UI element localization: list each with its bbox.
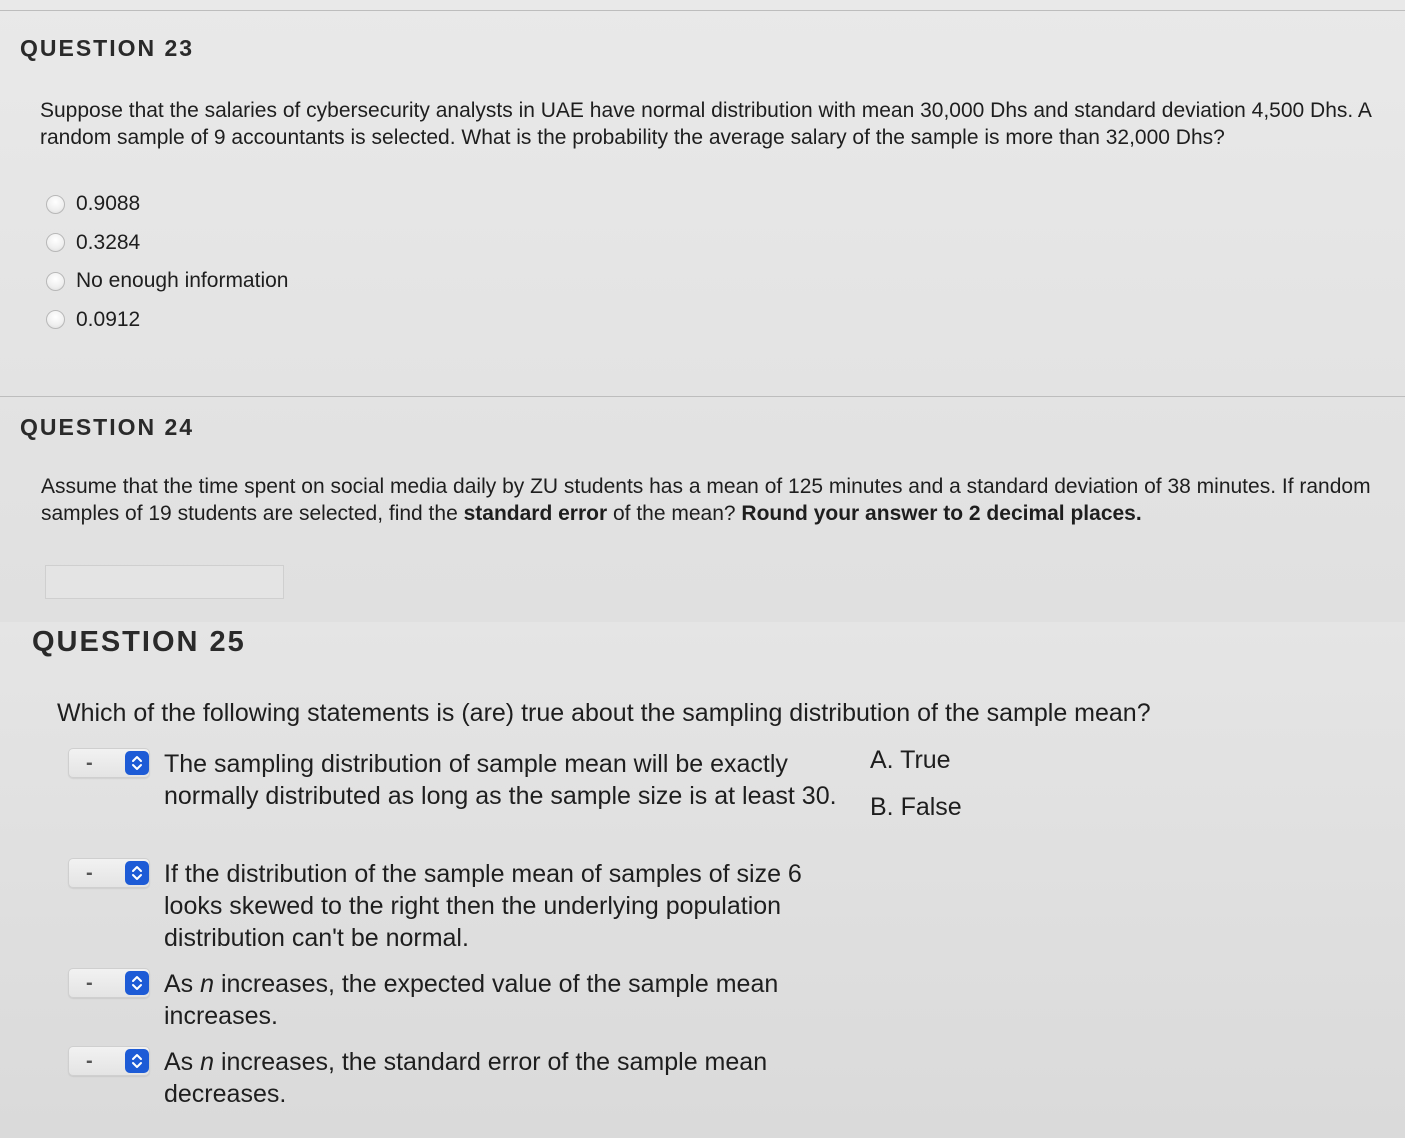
select-value: - bbox=[86, 752, 93, 774]
choice-true: A. True bbox=[870, 746, 951, 774]
option-row[interactable] bbox=[46, 224, 288, 263]
chevron-up-down-icon[interactable] bbox=[125, 751, 149, 775]
statement-before: If the distribution of the sample mean of samples of size 6 looks skewed to the right then the underlying population distribution can't be normal. bbox=[164, 860, 802, 952]
select-value: - bbox=[86, 972, 93, 994]
radio-button-icon[interactable] bbox=[46, 310, 65, 329]
option-label[interactable]: 0.3284 bbox=[76, 230, 141, 254]
question-24-text-bold1: standard error bbox=[463, 502, 608, 525]
radio-button-icon[interactable] bbox=[46, 272, 65, 291]
statement-before: The sampling distribution of sample mean will be exactly normally distributed as long as the sample size is at least 30. bbox=[164, 750, 837, 810]
chevron-up-down-icon[interactable] bbox=[125, 971, 149, 995]
question-24-text-part1: Assume that the time spent on social media daily by ZU students has a mean of 125 minutes and a standard deviation of 38 minutes. If random samples of 19 students are selected, find the bbox=[41, 475, 1371, 525]
question-23-title: QUESTION 23 bbox=[20, 35, 195, 61]
chevron-up-down-icon[interactable] bbox=[125, 1049, 149, 1073]
matching-row bbox=[68, 858, 864, 954]
statement-after: increases, the expected value of the sample mean increases. bbox=[164, 970, 779, 1030]
radio-button-icon[interactable] bbox=[46, 233, 65, 252]
select-value: - bbox=[86, 862, 93, 884]
matching-row bbox=[68, 748, 864, 812]
option-row[interactable] bbox=[46, 262, 288, 301]
question-24-text-part2: of the mean? bbox=[607, 502, 742, 525]
question-23-text: Suppose that the salaries of cybersecurity analysts in UAE have normal distribution with mean 30,000 Dhs and standard deviation 4,500 Dhs. A random sample of 9 accountants is selected. What is the probability the average salary of the sample is more than 32,000 Dhs? bbox=[40, 99, 1371, 149]
matching-row bbox=[68, 968, 864, 1032]
statement-before: As bbox=[164, 970, 201, 998]
statement-text bbox=[164, 858, 864, 954]
question-24-text-bold2: Round your answer to 2 decimal places. bbox=[741, 502, 1142, 525]
answer-select[interactable] bbox=[68, 748, 150, 778]
option-label[interactable]: No enough information bbox=[76, 269, 289, 293]
option-row[interactable] bbox=[46, 301, 288, 340]
statement-after: increases, the standard error of the sample mean decreases. bbox=[164, 1048, 768, 1108]
option-row[interactable] bbox=[46, 185, 288, 224]
option-label[interactable]: 0.0912 bbox=[76, 307, 141, 331]
select-value: - bbox=[86, 1050, 93, 1072]
statement-text bbox=[164, 748, 864, 812]
question-25-text: Which of the following statements is (are) true about the sampling distribution of the sample mean? bbox=[57, 699, 1151, 727]
question-23-options bbox=[46, 185, 288, 339]
statement-before: As bbox=[164, 1048, 201, 1076]
question-24 bbox=[0, 396, 1405, 622]
answer-select[interactable] bbox=[68, 968, 150, 998]
chevron-up-down-icon[interactable] bbox=[125, 861, 149, 885]
answer-select[interactable] bbox=[68, 858, 150, 888]
question-23 bbox=[0, 10, 1405, 398]
question-25 bbox=[0, 622, 1405, 1138]
option-label[interactable]: 0.9088 bbox=[76, 192, 141, 216]
answer-select[interactable] bbox=[68, 1046, 150, 1076]
statement-text bbox=[164, 968, 864, 1032]
choice-false: B. False bbox=[870, 793, 962, 821]
matching-row bbox=[68, 1046, 864, 1110]
statement-italic: n bbox=[200, 970, 215, 998]
question-25-title: QUESTION 25 bbox=[32, 626, 246, 658]
question-24-text bbox=[41, 473, 1381, 527]
statement-italic: n bbox=[200, 1048, 215, 1076]
answer-input[interactable] bbox=[45, 565, 284, 599]
question-24-title: QUESTION 24 bbox=[20, 414, 195, 440]
radio-button-icon[interactable] bbox=[46, 195, 65, 214]
statement-text bbox=[164, 1046, 864, 1110]
